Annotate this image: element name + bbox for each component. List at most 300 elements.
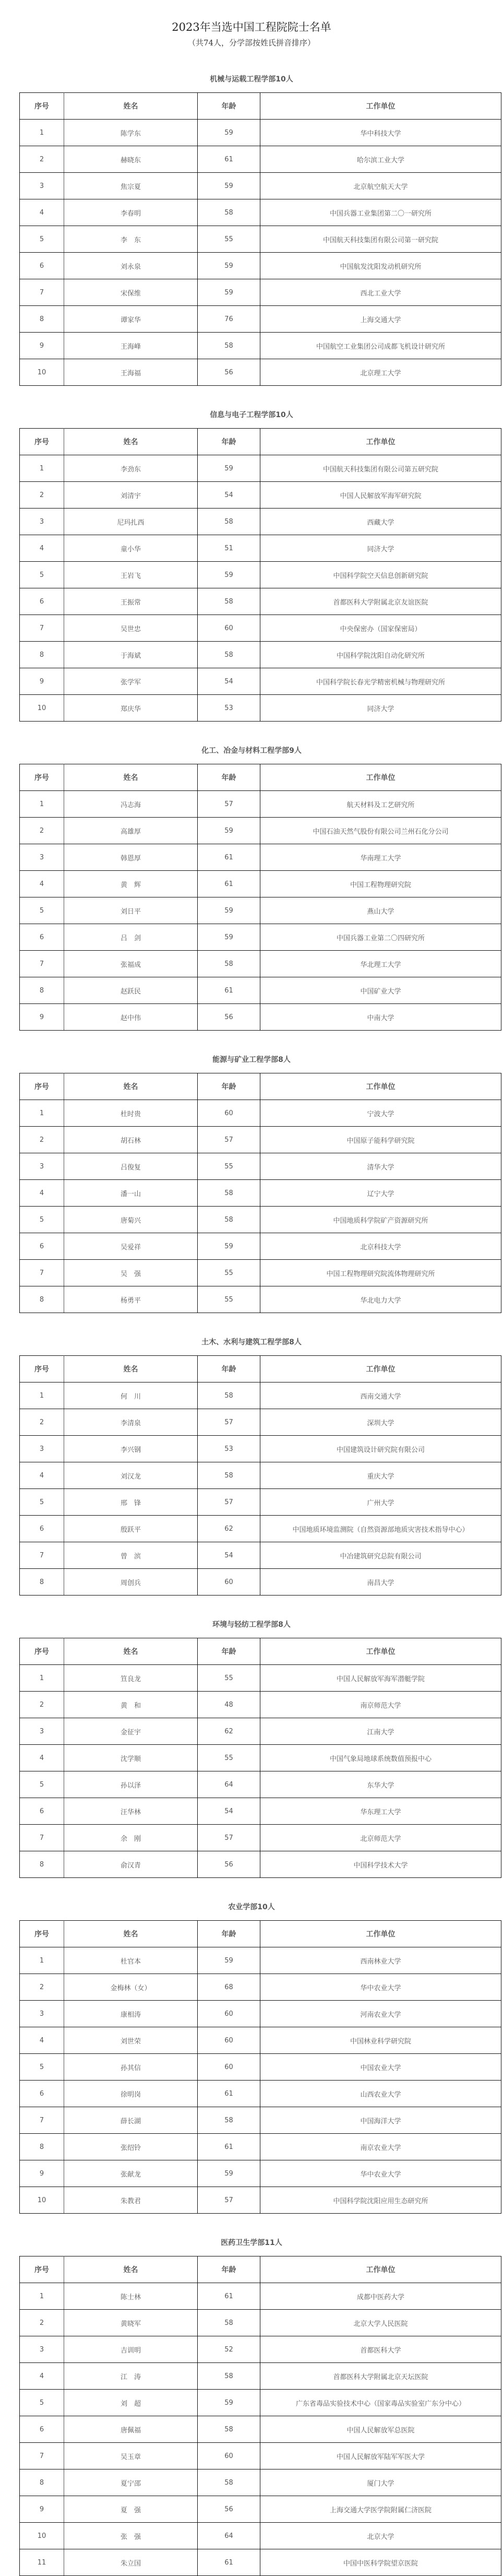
unit-cell: 厦门大学 (260, 2469, 501, 2496)
name-cell: 吴 强 (64, 1260, 198, 1286)
table-row (20, 2549, 501, 2576)
seq-cell: 6 (20, 924, 64, 951)
unit-cell: 北京科技大学 (260, 1233, 501, 1260)
seq-cell: 1 (20, 791, 64, 818)
column-header: 姓名 (64, 2256, 198, 2283)
age-cell: 58 (198, 1382, 260, 1409)
section-title: 土木、水利与建筑工程学部8人 (201, 1338, 302, 1346)
name-cell: 俞汉青 (64, 1851, 198, 1878)
age-cell: 59 (198, 253, 260, 279)
column-header: 工作单位 (260, 764, 501, 791)
unit-cell: 中国科学技术大学 (260, 1851, 501, 1878)
column-header: 年龄 (198, 429, 260, 455)
unit-cell: 西南林业大学 (260, 1947, 501, 1974)
unit-cell: 北京大学 (260, 2523, 501, 2549)
age-cell: 56 (198, 1004, 260, 1031)
age-cell: 56 (198, 1851, 260, 1878)
age-cell: 60 (198, 2054, 260, 2081)
table-row (20, 1286, 501, 1313)
age-cell: 61 (198, 2134, 260, 2160)
column-header: 年龄 (198, 2256, 260, 2283)
seq-cell: 2 (20, 2310, 64, 2336)
seq-cell: 4 (20, 1745, 64, 1771)
name-cell: 汪华林 (64, 1798, 198, 1825)
table-row (20, 1382, 501, 1409)
document-header (0, 0, 503, 50)
unit-cell: 航天材料及工艺研究所 (260, 791, 501, 818)
seq-cell: 9 (20, 1004, 64, 1031)
seq-cell: 9 (20, 333, 64, 359)
unit-cell: 中国地质科学院矿产资源研究所 (260, 1207, 501, 1233)
name-cell: 李清泉 (64, 1409, 198, 1436)
table-row (20, 1127, 501, 1153)
name-cell: 刘永泉 (64, 253, 198, 279)
age-cell: 58 (198, 951, 260, 977)
table-row (20, 1745, 501, 1771)
age-cell: 58 (198, 2310, 260, 2336)
unit-cell: 中国工程物理研究院 (260, 871, 501, 897)
table-row (20, 2523, 501, 2549)
table-row (20, 2081, 501, 2107)
column-header: 姓名 (64, 93, 198, 120)
name-cell: 唐菊兴 (64, 1207, 198, 1233)
unit-cell: 中国科学院沈阳应用生态研究所 (260, 2187, 501, 2214)
age-cell: 68 (198, 1974, 260, 2001)
age-cell: 58 (198, 509, 260, 535)
seq-cell: 1 (20, 455, 64, 482)
age-cell: 57 (198, 2187, 260, 2214)
age-cell: 58 (198, 642, 260, 668)
table-row (20, 1153, 501, 1180)
name-cell: 金梅林（女） (64, 1974, 198, 2001)
table-row (20, 2443, 501, 2469)
column-header: 序号 (20, 1073, 64, 1100)
age-cell: 59 (198, 1233, 260, 1260)
age-cell: 61 (198, 2549, 260, 2576)
seq-cell: 5 (20, 2054, 64, 2081)
table-row (20, 1569, 501, 1596)
academician-table (19, 1638, 501, 1878)
name-cell: 吕俊复 (64, 1153, 198, 1180)
column-header: 姓名 (64, 429, 198, 455)
column-header: 姓名 (64, 764, 198, 791)
name-cell: 刘清宇 (64, 482, 198, 509)
name-cell: 吕 剑 (64, 924, 198, 951)
section-title: 农业学部10人 (228, 1903, 275, 1911)
unit-cell: 燕山大学 (260, 897, 501, 924)
age-cell: 61 (198, 2081, 260, 2107)
age-cell: 55 (198, 1286, 260, 1313)
name-cell: 王振常 (64, 588, 198, 615)
unit-cell: 中国气象局地球系统数值预报中心 (260, 1745, 501, 1771)
unit-cell: 中国人民解放军海军潜艇学院 (260, 1665, 501, 1692)
seq-cell: 9 (20, 668, 64, 695)
unit-cell: 中国林业科学研究院 (260, 2027, 501, 2054)
seq-cell: 5 (20, 226, 64, 253)
name-cell: 高雄厚 (64, 818, 198, 844)
unit-cell: 中国人民解放军陆军军医大学 (260, 2443, 501, 2469)
age-cell: 60 (198, 2001, 260, 2027)
age-cell: 59 (198, 924, 260, 951)
department-section (0, 386, 503, 722)
unit-cell: 华北电力大学 (260, 1286, 501, 1313)
name-cell: 刘日平 (64, 897, 198, 924)
age-cell: 59 (198, 897, 260, 924)
name-cell: 张学军 (64, 668, 198, 695)
unit-cell: 华东理工大学 (260, 1798, 501, 1825)
unit-cell: 上海交通大学医学院附属仁济医院 (260, 2496, 501, 2523)
unit-cell: 南京农业大学 (260, 2134, 501, 2160)
seq-cell: 9 (20, 2160, 64, 2187)
seq-cell: 6 (20, 2416, 64, 2443)
age-cell: 59 (198, 2160, 260, 2187)
page-subtitle: （共74人，分学部按姓氏拼音排序） (187, 38, 316, 48)
section-title: 化工、冶金与材料工程学部9人 (201, 747, 302, 755)
column-header: 年龄 (198, 1638, 260, 1665)
column-header: 工作单位 (260, 93, 501, 120)
table-row (20, 455, 501, 482)
unit-cell: 中国石油天然气股份有限公司兰州石化分公司 (260, 818, 501, 844)
unit-cell: 华中农业大学 (260, 2160, 501, 2187)
table-row (20, 2496, 501, 2523)
table-row (20, 897, 501, 924)
seq-cell: 11 (20, 2549, 64, 2576)
seq-cell: 2 (20, 482, 64, 509)
table-header-row (20, 764, 501, 791)
department-section (0, 50, 503, 386)
table-row (20, 668, 501, 695)
seq-cell: 8 (20, 1851, 64, 1878)
name-cell: 张 强 (64, 2523, 198, 2549)
section-title: 环境与轻纺工程学部8人 (212, 1621, 291, 1629)
seq-cell: 8 (20, 1569, 64, 1596)
name-cell: 李劲东 (64, 455, 198, 482)
seq-cell: 5 (20, 1489, 64, 1516)
unit-cell: 西南交通大学 (260, 1382, 501, 1409)
column-header: 年龄 (198, 1356, 260, 1382)
age-cell: 58 (198, 1462, 260, 1489)
table-row (20, 1947, 501, 1974)
unit-cell: 中国原子能科学研究院 (260, 1127, 501, 1153)
table-row (20, 695, 501, 722)
table-row (20, 871, 501, 897)
age-cell: 58 (198, 2469, 260, 2496)
name-cell: 殷跃平 (64, 1516, 198, 1542)
seq-cell: 7 (20, 2107, 64, 2134)
seq-cell: 1 (20, 2283, 64, 2310)
unit-cell: 中国科学院长春光学精密机械与物理研究所 (260, 668, 501, 695)
sections-container (0, 50, 503, 2576)
seq-cell: 10 (20, 359, 64, 386)
name-cell: 夏 强 (64, 2496, 198, 2523)
age-cell: 59 (198, 2390, 260, 2416)
academician-table (19, 764, 501, 1031)
department-section (0, 1878, 503, 2214)
table-row (20, 1542, 501, 1569)
age-cell: 60 (198, 2027, 260, 2054)
table-row (20, 226, 501, 253)
seq-cell: 6 (20, 588, 64, 615)
age-cell: 56 (198, 2496, 260, 2523)
name-cell: 周创兵 (64, 1569, 198, 1596)
unit-cell: 南昌大学 (260, 1569, 501, 1596)
seq-cell: 1 (20, 1665, 64, 1692)
name-cell: 孙其信 (64, 2054, 198, 2081)
column-header: 工作单位 (260, 1638, 501, 1665)
seq-cell: 2 (20, 818, 64, 844)
age-cell: 59 (198, 818, 260, 844)
name-cell: 何 川 (64, 1382, 198, 1409)
table-row (20, 1409, 501, 1436)
column-header: 姓名 (64, 1921, 198, 1947)
age-cell: 58 (198, 1180, 260, 1207)
unit-cell: 北京大学人民医院 (260, 2310, 501, 2336)
name-cell: 童小华 (64, 535, 198, 562)
unit-cell: 华中科技大学 (260, 120, 501, 146)
unit-cell: 中国矿业大学 (260, 977, 501, 1004)
seq-cell: 2 (20, 1409, 64, 1436)
seq-cell: 5 (20, 1207, 64, 1233)
unit-cell: 中国科学院空天信息创新研究院 (260, 562, 501, 588)
age-cell: 55 (198, 1665, 260, 1692)
age-cell: 57 (198, 1127, 260, 1153)
seq-cell: 10 (20, 2523, 64, 2549)
unit-cell: 中冶建筑研究总院有限公司 (260, 1542, 501, 1569)
seq-cell: 4 (20, 2363, 64, 2390)
name-cell: 于海斌 (64, 642, 198, 668)
seq-cell: 7 (20, 1825, 64, 1851)
table-header-row (20, 1638, 501, 1665)
unit-cell: 同济大学 (260, 535, 501, 562)
table-row (20, 2416, 501, 2443)
column-header: 工作单位 (260, 1356, 501, 1382)
table-header-row (20, 2256, 501, 2283)
seq-cell: 6 (20, 1516, 64, 1542)
unit-cell: 成都中医药大学 (260, 2283, 501, 2310)
academician-table (19, 1920, 501, 2214)
unit-cell: 中国航天科技集团有限公司第五研究院 (260, 455, 501, 482)
name-cell: 吉训明 (64, 2336, 198, 2363)
seq-cell: 10 (20, 695, 64, 722)
age-cell: 55 (198, 1153, 260, 1180)
seq-cell: 3 (20, 173, 64, 199)
age-cell: 61 (198, 146, 260, 173)
unit-cell: 中国人民解放军海军研究院 (260, 482, 501, 509)
seq-cell: 1 (20, 1382, 64, 1409)
unit-cell: 华中农业大学 (260, 1974, 501, 2001)
section-title: 能源与矿业工程学部8人 (212, 1056, 291, 1064)
column-header: 序号 (20, 764, 64, 791)
name-cell: 王岩飞 (64, 562, 198, 588)
unit-cell: 首都医科大学附属北京友谊医院 (260, 588, 501, 615)
age-cell: 57 (198, 1489, 260, 1516)
department-section (0, 1031, 503, 1313)
seq-cell: 1 (20, 1947, 64, 1974)
table-row (20, 1100, 501, 1127)
seq-cell: 2 (20, 1127, 64, 1153)
age-cell: 61 (198, 2283, 260, 2310)
table-row (20, 1692, 501, 1718)
age-cell: 60 (198, 1100, 260, 1127)
name-cell: 宋保维 (64, 279, 198, 306)
unit-cell: 清华大学 (260, 1153, 501, 1180)
seq-cell: 8 (20, 977, 64, 1004)
table-row (20, 2469, 501, 2496)
unit-cell: 同济大学 (260, 695, 501, 722)
column-header: 年龄 (198, 1921, 260, 1947)
unit-cell: 北京师范大学 (260, 1825, 501, 1851)
table-row (20, 1665, 501, 1692)
table-row (20, 1974, 501, 2001)
age-cell: 60 (198, 1569, 260, 1596)
age-cell: 54 (198, 668, 260, 695)
seq-cell: 4 (20, 2027, 64, 2054)
name-cell: 陈士林 (64, 2283, 198, 2310)
academician-table (19, 1355, 501, 1596)
table-row (20, 1180, 501, 1207)
academician-table (19, 92, 501, 386)
unit-cell: 西北工业大学 (260, 279, 501, 306)
unit-cell: 首都医科大学附属北京天坛医院 (260, 2363, 501, 2390)
age-cell: 60 (198, 2443, 260, 2469)
age-cell: 51 (198, 535, 260, 562)
table-row (20, 2363, 501, 2390)
age-cell: 55 (198, 1260, 260, 1286)
name-cell: 杜官本 (64, 1947, 198, 1974)
seq-cell: 6 (20, 1233, 64, 1260)
column-header: 工作单位 (260, 1921, 501, 1947)
table-row (20, 1260, 501, 1286)
name-cell: 刘 超 (64, 2390, 198, 2416)
name-cell: 杜时贵 (64, 1100, 198, 1127)
table-row (20, 535, 501, 562)
name-cell: 赵中伟 (64, 1004, 198, 1031)
table-row (20, 2134, 501, 2160)
name-cell: 李兴钢 (64, 1436, 198, 1462)
seq-cell: 3 (20, 1153, 64, 1180)
column-header: 序号 (20, 1356, 64, 1382)
seq-cell: 7 (20, 2443, 64, 2469)
unit-cell: 上海交通大学 (260, 306, 501, 333)
name-cell: 吴爱祥 (64, 1233, 198, 1260)
seq-cell: 5 (20, 2390, 64, 2416)
name-cell: 夏宁邵 (64, 2469, 198, 2496)
unit-cell: 中国科学院沈阳自动化研究所 (260, 642, 501, 668)
seq-cell: 6 (20, 253, 64, 279)
column-header: 序号 (20, 2256, 64, 2283)
name-cell: 吴世忠 (64, 615, 198, 642)
table-row (20, 791, 501, 818)
table-row (20, 333, 501, 359)
age-cell: 59 (198, 1947, 260, 1974)
name-cell: 尼玛扎西 (64, 509, 198, 535)
age-cell: 61 (198, 844, 260, 871)
table-row (20, 146, 501, 173)
name-cell: 邢 锋 (64, 1489, 198, 1516)
table-row (20, 1233, 501, 1260)
name-cell: 韩恩厚 (64, 844, 198, 871)
column-header: 姓名 (64, 1638, 198, 1665)
seq-cell: 4 (20, 535, 64, 562)
unit-cell: 西藏大学 (260, 509, 501, 535)
age-cell: 58 (198, 2363, 260, 2390)
table-row (20, 1798, 501, 1825)
seq-cell: 7 (20, 1542, 64, 1569)
unit-cell: 河南农业大学 (260, 2001, 501, 2027)
seq-cell: 3 (20, 509, 64, 535)
table-row (20, 509, 501, 535)
unit-cell: 中南大学 (260, 1004, 501, 1031)
name-cell: 焦宗夏 (64, 173, 198, 199)
unit-cell: 宁波大学 (260, 1100, 501, 1127)
age-cell: 62 (198, 1718, 260, 1745)
seq-cell: 5 (20, 1771, 64, 1798)
table-row (20, 173, 501, 199)
table-header-row (20, 1356, 501, 1382)
unit-cell: 中国海洋大学 (260, 2107, 501, 2134)
seq-cell: 5 (20, 562, 64, 588)
seq-cell: 3 (20, 2001, 64, 2027)
table-row (20, 1825, 501, 1851)
table-row (20, 642, 501, 668)
name-cell: 刘汉龙 (64, 1462, 198, 1489)
seq-cell: 4 (20, 1462, 64, 1489)
column-header: 序号 (20, 1921, 64, 1947)
age-cell: 53 (198, 695, 260, 722)
unit-cell: 中国兵器工业集团第二〇一研究所 (260, 199, 501, 226)
unit-cell: 中国农业大学 (260, 2054, 501, 2081)
department-section (0, 1596, 503, 1878)
table-row (20, 2187, 501, 2214)
column-header: 姓名 (64, 1356, 198, 1382)
table-row (20, 615, 501, 642)
age-cell: 58 (198, 1207, 260, 1233)
table-row (20, 1462, 501, 1489)
name-cell: 黄晓军 (64, 2310, 198, 2336)
table-header-row (20, 1073, 501, 1100)
age-cell: 58 (198, 588, 260, 615)
seq-cell: 7 (20, 951, 64, 977)
age-cell: 60 (198, 615, 260, 642)
column-header: 年龄 (198, 764, 260, 791)
table-row (20, 2390, 501, 2416)
table-row (20, 2027, 501, 2054)
section-title: 信息与电子工程学部10人 (210, 411, 293, 419)
table-row (20, 588, 501, 615)
column-header: 工作单位 (260, 2256, 501, 2283)
age-cell: 64 (198, 1771, 260, 1798)
unit-cell: 辽宁大学 (260, 1180, 501, 1207)
unit-cell: 南京师范大学 (260, 1692, 501, 1718)
unit-cell: 中国建筑设计研究院有限公司 (260, 1436, 501, 1462)
age-cell: 58 (198, 333, 260, 359)
unit-cell: 中国中医科学院望京医院 (260, 2549, 501, 2576)
age-cell: 56 (198, 359, 260, 386)
table-row (20, 844, 501, 871)
unit-cell: 北京航空航天大学 (260, 173, 501, 199)
seq-cell: 8 (20, 642, 64, 668)
department-section (0, 1313, 503, 1596)
name-cell: 胡石林 (64, 1127, 198, 1153)
age-cell: 55 (198, 226, 260, 253)
name-cell: 金征宇 (64, 1718, 198, 1745)
age-cell: 53 (198, 1436, 260, 1462)
unit-cell: 中国人民解放军总医院 (260, 2416, 501, 2443)
age-cell: 58 (198, 2107, 260, 2134)
name-cell: 朱立国 (64, 2549, 198, 2576)
page-title: 2023年当选中国工程院院士名单 (172, 21, 331, 33)
name-cell: 李 东 (64, 226, 198, 253)
